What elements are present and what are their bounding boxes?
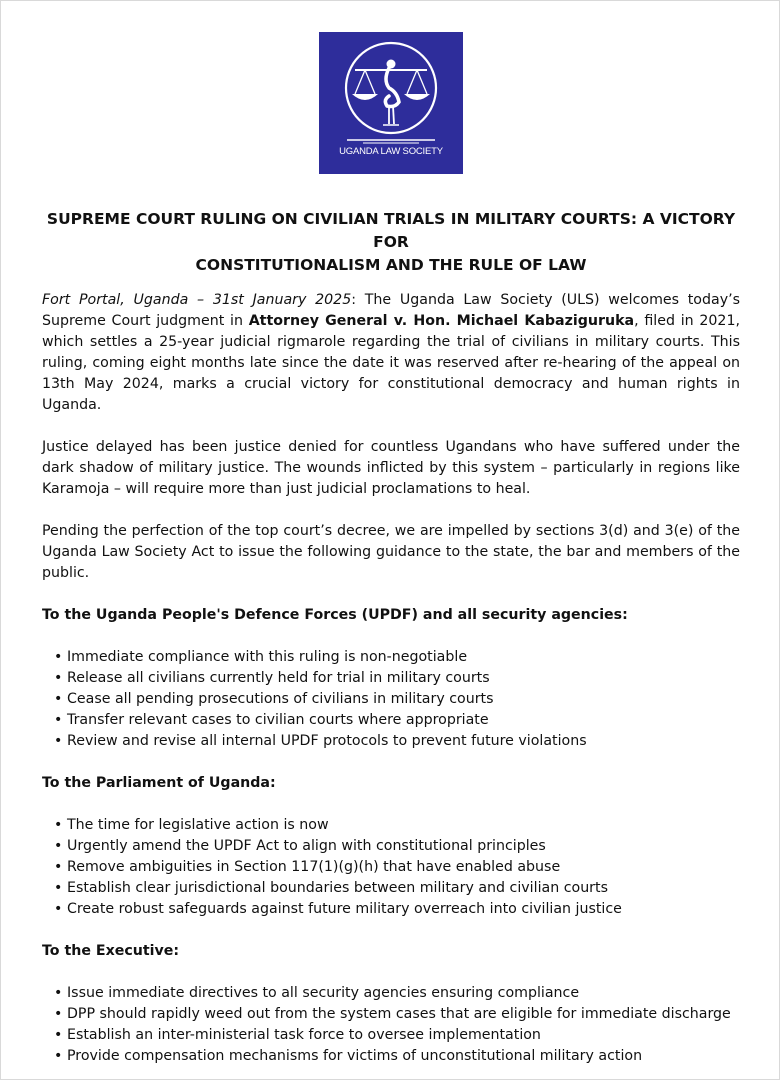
- list-item: • Immediate compliance with this ruling is non-negotiable: [54, 647, 740, 668]
- bullet-icon: •: [54, 880, 63, 896]
- title-line-1: SUPREME COURT RULING ON CIVILIAN TRIALS IN MILITARY COURTS: A VICTORY FOR: [46, 210, 736, 251]
- section-heading-parliament: To the Parliament of Uganda:: [42, 775, 276, 791]
- bullet-icon: •: [54, 691, 63, 707]
- bullet-icon: •: [54, 649, 63, 665]
- list-item: • DPP should rapidly weed out from the system cases that are eligible for immediate discharge: [54, 1004, 740, 1025]
- bullet-icon: •: [54, 712, 63, 728]
- uganda-law-society-logo: [319, 32, 463, 174]
- list-item: • Release all civilians currently held for trial in military courts: [54, 668, 740, 689]
- list-item: • Establish an inter-ministerial task force to oversee implementation: [54, 1025, 740, 1046]
- bullet-icon: •: [54, 817, 63, 833]
- executive-list: [42, 983, 740, 1067]
- list-item: • Review and revise all internal UPDF protocols to prevent future violations: [54, 731, 740, 752]
- list-item: • Issue immediate directives to all security agencies ensuring compliance: [54, 983, 740, 1004]
- updf-list: [42, 647, 740, 752]
- list-item: • Urgently amend the UPDF Act to align with constitutional principles: [54, 836, 740, 857]
- list-item: • Establish clear jurisdictional boundaries between military and civilian courts: [54, 878, 740, 899]
- section-heading-updf: To the Uganda People's Defence Forces (UPDF) and all security agencies:: [42, 607, 628, 623]
- bullet-icon: •: [54, 838, 63, 854]
- list-item: • Create robust safeguards against future military overreach into civilian justice: [54, 899, 740, 920]
- location-date: Fort Portal, Uganda – 31st January 2025: [42, 292, 352, 308]
- bullet-icon: •: [54, 859, 63, 875]
- bullet-icon: •: [54, 1006, 63, 1022]
- list-item: • Cease all pending prosecutions of civilians in military courts: [54, 689, 740, 710]
- case-name: Attorney General v. Hon. Michael Kabaziguruka: [248, 313, 635, 329]
- bullet-icon: •: [54, 670, 63, 686]
- list-item: • Provide compensation mechanisms for victims of unconstitutional military action: [54, 1046, 740, 1067]
- bullet-icon: •: [54, 1048, 63, 1064]
- document-body: [42, 290, 740, 1088]
- parliament-list: [42, 815, 740, 920]
- list-item: • Transfer relevant cases to civilian courts where appropriate: [54, 710, 740, 731]
- bullet-icon: •: [54, 733, 63, 749]
- list-item: • The time for legislative action is now: [54, 815, 740, 836]
- logo-text: UGANDA LAW SOCIETY: [339, 146, 443, 157]
- intro-paragraph: [42, 290, 740, 416]
- bullet-icon: •: [54, 901, 63, 917]
- section-heading-executive: To the Executive:: [42, 943, 180, 959]
- title-line-2: CONSTITUTIONALISM AND THE RULE OF LAW: [195, 256, 587, 274]
- paragraph-guidance: Pending the perfection of the top court’s decree, we are impelled by sections 3(d) and 3(e) of the Uganda Law Society Act to issue the following guidance to the state, the bar and members of the public.: [42, 523, 740, 581]
- intro-text-1: : The Uganda Law Society (ULS) welcomes today’s Supreme Court judgment in: [42, 292, 740, 329]
- list-item: • Remove ambiguities in Section 117(1)(g)(h) that have enabled abuse: [54, 857, 740, 878]
- document-title: [31, 208, 751, 277]
- bullet-icon: •: [54, 1027, 63, 1043]
- intro-text-2: , filed in 2021, which settles a 25-year judicial rigmarole regarding the trial of civilians in military courts. This ruling, coming eight months late since the date it was reserved after re-hearing of the appeal on 13th May 2024, marks a crucial victory for constitutional democracy and human rights in Uganda.: [42, 313, 740, 413]
- paragraph-justice-delayed: Justice delayed has been justice denied for countless Ugandans who have suffered under the dark shadow of military justice. The wounds inflicted by this system – particularly in regions like Karamoja – will require more than just judicial proclamations to heal.: [42, 439, 740, 497]
- bullet-icon: •: [54, 985, 63, 1001]
